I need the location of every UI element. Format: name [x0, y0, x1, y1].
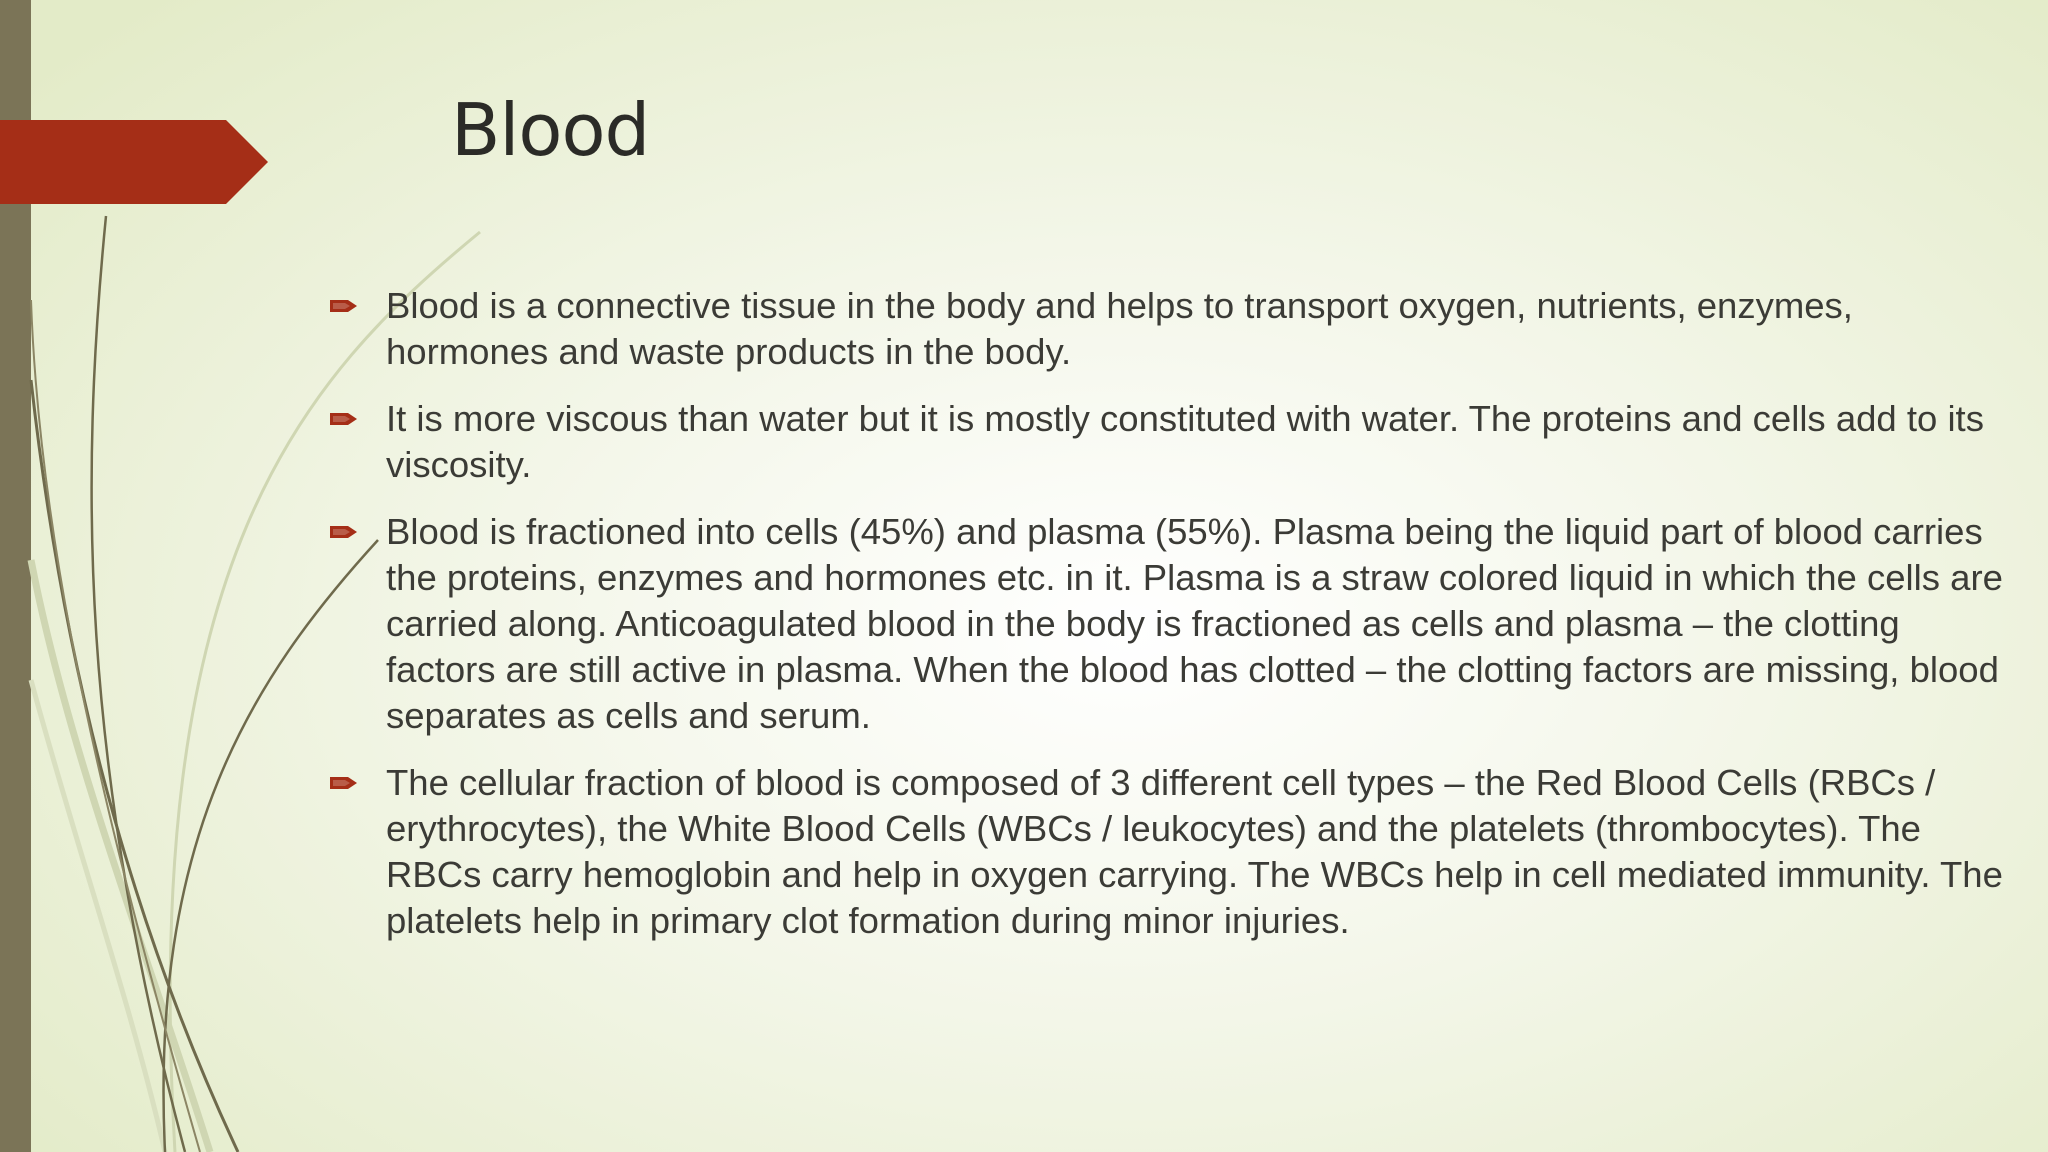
arrow-bullet-icon	[330, 410, 358, 428]
bullet-text: Blood is a connective tissue in the body and helps to transport oxygen, nutrients, enzymes, hormones and waste products in the body.	[386, 285, 1853, 372]
arrow-bullet-icon	[330, 523, 358, 541]
arrow-bullet-icon	[330, 774, 358, 792]
bullet-text: Blood is fractioned into cells (45%) and plasma (55%). Plasma being the liquid part of blood carries the proteins, enzymes and hormones etc. in it. Plasma is a straw colored liquid in which the cells are carried along. Anticoagulated blood in the body is fractioned as cells and plasma – the clotting factors are still active in plasma. When the blood has clotted – the clotting factors are missing, blood separates as cells and serum.	[386, 511, 2003, 736]
bullet-list	[326, 283, 2006, 965]
arrow-bullet-icon	[330, 297, 358, 315]
bullet-item	[326, 509, 2006, 739]
slide-title: Blood	[451, 88, 650, 172]
bullet-text: It is more viscous than water but it is mostly constituted with water. The proteins and cells add to its viscosity.	[386, 398, 1984, 485]
title-arrow-banner	[0, 0, 280, 260]
bullet-item	[326, 396, 2006, 488]
bullet-item	[326, 760, 2006, 944]
bullet-item	[326, 283, 2006, 375]
bullet-text: The cellular fraction of blood is composed of 3 different cell types – the Red Blood Cells (RBCs / erythrocytes), the White Blood Cells (WBCs / leukocytes) and the platelets (thrombocytes). The RBCs carry hemoglobin and help in oxygen carrying. The WBCs help in cell mediated immunity. The platelets help in primary clot formation during minor injuries.	[386, 762, 2003, 941]
